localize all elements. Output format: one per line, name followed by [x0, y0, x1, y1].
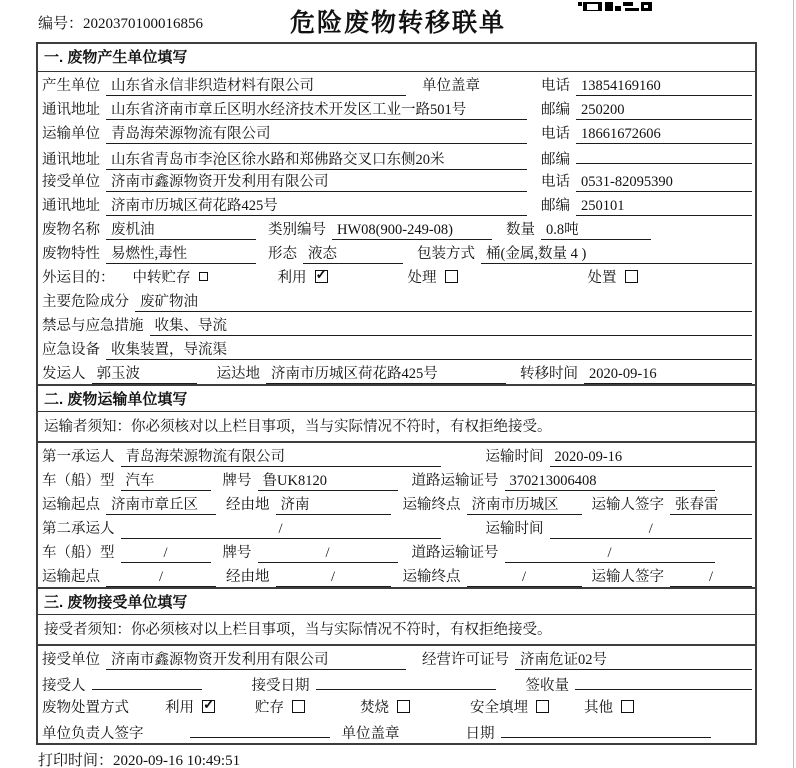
- field-label: 接受单位: [42, 652, 100, 668]
- section-producer: [38, 44, 755, 384]
- producer-phone-value: 13854169160: [576, 78, 752, 96]
- carrier-sign-label: 运输人签字: [591, 497, 664, 513]
- option-label: 焚烧: [360, 700, 389, 716]
- origin-label: 运输起点: [42, 497, 100, 513]
- form-row-route-2: [38, 563, 755, 587]
- destination-label: 运达地: [216, 366, 260, 382]
- vehicle-type-value: /: [121, 545, 211, 563]
- form-row-receive-unit: [38, 646, 755, 670]
- disposal-option-store: [255, 696, 305, 717]
- second-transport-time-value: /: [550, 521, 753, 539]
- quantity-value: 0.8吨: [541, 218, 651, 240]
- unit-seal-label: 单位盖章: [341, 726, 400, 742]
- plate-label: 牌号: [222, 473, 252, 489]
- form-row-disposal-method: [38, 694, 755, 718]
- consignor-value: 郭玉波: [92, 362, 197, 384]
- terminus-value: /: [467, 569, 582, 587]
- disposal-option-utilize: [165, 696, 215, 717]
- carrier-sign-label: 运输人签字: [591, 569, 664, 585]
- option-label: 其他: [584, 700, 613, 716]
- receiver-phone-value: 0531-82095390: [576, 174, 752, 192]
- via-value: 济南: [276, 493, 391, 515]
- form-state-label: 形态: [268, 246, 297, 262]
- road-permit-value: 370213006408: [505, 473, 715, 491]
- form-row-vehicle-1: [38, 467, 755, 491]
- transfer-date-value: 2020-09-16: [584, 366, 752, 384]
- transport-time-label: 运输时间: [485, 449, 544, 465]
- document-number-label: 编号：: [38, 16, 84, 32]
- first-carrier-value: 青岛海荣源物流有限公司: [121, 445, 441, 467]
- origin-value: 济南市章丘区: [106, 493, 216, 515]
- field-label: 发运人: [42, 366, 86, 382]
- field-label: 接受人: [42, 678, 86, 694]
- field-label: 通讯地址: [42, 152, 100, 168]
- plate-value: /: [258, 545, 398, 563]
- qr-code-icon: [578, 0, 652, 11]
- option-label: 处理: [407, 270, 437, 286]
- terminus-label: 运输终点: [402, 497, 461, 513]
- disposal-option-other: [584, 696, 634, 717]
- road-permit-label: 道路运输证号: [411, 545, 499, 561]
- checkbox-utilize[interactable]: [315, 270, 328, 283]
- plate-value: 鲁UK8120: [258, 469, 398, 491]
- field-label: 第一承运人: [42, 449, 115, 465]
- print-time-value: 2020-09-16 10:49:51: [113, 753, 241, 768]
- form-row-producer-unit: [38, 72, 755, 96]
- checkbox-storage[interactable]: [199, 272, 208, 281]
- purpose-option-treat: [408, 266, 458, 287]
- print-time: [38, 749, 240, 768]
- producer-address-value: 山东省济南市章丘区明水经济技术开发区工业一路501号: [106, 98, 527, 120]
- option-label: 安全填埋: [470, 700, 528, 716]
- form-row-receiver-address: [38, 192, 755, 216]
- field-label: 产生单位: [42, 78, 100, 94]
- first-transport-time-value: 2020-09-16: [550, 449, 753, 467]
- checkbox-treat[interactable]: [445, 270, 458, 283]
- destination-value: 济南市历城区荷花路425号: [266, 362, 506, 384]
- carrier-sign-value: /: [670, 569, 752, 587]
- field-label: 主要危险成分: [42, 294, 129, 310]
- origin-value: /: [106, 569, 216, 587]
- field-label: 通讯地址: [42, 198, 100, 214]
- section-receiver: [38, 587, 755, 742]
- transport-address-value: 山东省青岛市李沧区徐水路和郑佛路交叉口东侧20米: [106, 148, 527, 170]
- via-label: 经由地: [226, 569, 270, 585]
- field-label: 应急设备: [42, 342, 100, 358]
- postcode-label: 邮编: [541, 152, 570, 168]
- receiver-unit-value: 济南市鑫源物资开发利用有限公司: [106, 170, 527, 192]
- form-row-transfer-purpose: [38, 264, 755, 288]
- phone-label: 电话: [541, 78, 570, 94]
- form-row-vehicle-2: [38, 539, 755, 563]
- phone-label: 电话: [541, 126, 570, 142]
- category-code-label: 类别编号: [268, 222, 326, 238]
- quantity-label: 数量: [506, 222, 535, 238]
- field-label: 通讯地址: [42, 102, 100, 118]
- form-row-transport-address: [38, 144, 755, 168]
- producer-unit-value: 山东省永信非织造材料有限公司: [106, 74, 406, 96]
- transport-phone-value: 18661672606: [576, 126, 752, 144]
- vehicle-type-value: 汽车: [121, 469, 211, 491]
- document-number-value: 2020370100016856: [83, 16, 204, 32]
- checkbox-dispose[interactable]: [625, 270, 638, 283]
- disposal-method-label: 废物处置方式: [42, 700, 129, 716]
- field-label: 废物特性: [42, 246, 100, 262]
- responsible-sign-label: 单位负责人签字: [42, 726, 144, 742]
- checkbox-disposal-store[interactable]: [292, 700, 305, 713]
- purpose-option-utilize: [278, 266, 328, 287]
- road-permit-label: 道路运输证号: [411, 473, 499, 489]
- producer-postcode-value: 250200: [576, 102, 752, 120]
- received-amount-value: [575, 672, 752, 690]
- receiver-address-value: 济南市历城区荷花路425号: [106, 194, 527, 216]
- emergency-equipment-value: 收集装置，导流渠: [106, 338, 752, 360]
- checkbox-disposal-other[interactable]: [621, 700, 634, 713]
- form-state-value: 液态: [303, 242, 403, 264]
- transport-postcode-value: [576, 146, 752, 164]
- receiver-notice: 接受者须知：你必须核对以上栏目事项，当与实际情况不符时，有权拒绝接受。: [38, 615, 755, 646]
- transport-time-label: 运输时间: [485, 521, 544, 537]
- page-title: 危险废物转移联单: [289, 9, 506, 37]
- plate-label: 牌号: [222, 545, 252, 561]
- field-label: 运输单位: [42, 126, 100, 142]
- receive-date-label: 接受日期: [251, 678, 310, 694]
- receive-person-value: [92, 672, 202, 690]
- field-label: 禁忌与应急措施: [42, 318, 144, 334]
- section-receiver-title: 三. 废物接受单位填写: [38, 587, 755, 615]
- waste-property-value: 易燃性,毒性: [106, 242, 256, 264]
- form-row-first-carrier: [38, 443, 755, 467]
- disposal-option-incinerate: [360, 696, 410, 717]
- checkbox-disposal-incinerate[interactable]: [397, 700, 410, 713]
- terminus-label: 运输终点: [402, 569, 461, 585]
- vehicle-type-label: 车（船）型: [42, 473, 115, 489]
- form-row-transport-unit: [38, 120, 755, 144]
- form-row-receive-person: [38, 670, 755, 694]
- checkbox-disposal-utilize[interactable]: [202, 700, 215, 713]
- license-label: 经营许可证号: [422, 652, 509, 668]
- print-time-label: 打印时间：: [38, 753, 114, 768]
- receiver-postcode-value: 250101: [576, 198, 752, 216]
- field-label: 接受单位: [42, 174, 100, 190]
- unit-seal-label: 单位盖章: [422, 78, 480, 94]
- vehicle-type-label: 车（船）型: [42, 545, 115, 561]
- section-transporter: [38, 384, 755, 587]
- transfer-date-label: 转移时间: [520, 366, 578, 382]
- terminus-value: 济南市历城区: [467, 493, 582, 515]
- received-amount-label: 签收量: [525, 678, 569, 694]
- option-label: 处置: [587, 270, 617, 286]
- postcode-label: 邮编: [541, 198, 570, 214]
- road-permit-value: /: [505, 545, 715, 563]
- phone-label: 电话: [541, 174, 570, 190]
- option-label: 中转贮存: [132, 270, 191, 286]
- second-carrier-value: /: [121, 521, 441, 539]
- form-row-emergency-measures: [38, 312, 755, 336]
- receive-unit-value: 济南市鑫源物资开发利用有限公司: [106, 648, 406, 670]
- checkbox-disposal-landfill[interactable]: [536, 700, 549, 713]
- via-value: /: [276, 569, 391, 587]
- option-label: 贮存: [255, 700, 284, 716]
- responsible-sign-value: [190, 720, 330, 738]
- page-right-edge: [793, 0, 794, 768]
- date-label: 日期: [465, 726, 495, 742]
- section-transporter-title: 二. 废物运输单位填写: [38, 384, 755, 412]
- origin-label: 运输起点: [42, 569, 100, 585]
- carrier-sign-value: 张春雷: [670, 493, 752, 515]
- field-label: 第二承运人: [42, 521, 115, 537]
- form-row-consignor: [38, 360, 755, 384]
- emergency-measures-value: 收集、导流: [150, 314, 753, 336]
- form-row-waste-name: [38, 216, 755, 240]
- form-row-producer-address: [38, 96, 755, 120]
- packing-label: 包装方式: [417, 246, 475, 262]
- license-value: 济南危证02号: [515, 648, 752, 670]
- form-row-second-carrier: [38, 515, 755, 539]
- postcode-label: 邮编: [541, 102, 570, 118]
- transport-unit-value: 青岛海荣源物流有限公司: [106, 122, 527, 144]
- waste-name-value: 废机油: [106, 218, 256, 240]
- date-value: [501, 720, 711, 738]
- form-row-waste-property: [38, 240, 755, 264]
- waste-transfer-form: [36, 42, 757, 745]
- form-row-receiver-unit: [38, 168, 755, 192]
- transporter-notice: 运输者须知：你必须核对以上栏目事项，当与实际情况不符时，有权拒绝接受。: [38, 412, 755, 443]
- form-row-emergency-equipment: [38, 336, 755, 360]
- via-label: 经由地: [226, 497, 270, 513]
- packing-value: 桶(金属,数量 4 ): [481, 242, 752, 264]
- form-row-hazard-component: [38, 288, 755, 312]
- form-row-receiver-signatures: [38, 718, 755, 742]
- hazard-component-value: 废矿物油: [135, 290, 752, 312]
- purpose-option-storage: [133, 266, 208, 287]
- receive-date-value: [316, 672, 496, 690]
- option-label: 利用: [165, 700, 194, 716]
- purpose-option-dispose: [588, 266, 638, 287]
- section-producer-title: 一. 废物产生单位填写: [38, 44, 755, 72]
- option-label: 利用: [277, 270, 307, 286]
- form-row-route-1: [38, 491, 755, 515]
- purpose-label: 外运目的：: [42, 270, 115, 286]
- field-label: 废物名称: [42, 222, 100, 238]
- disposal-option-landfill: [470, 696, 549, 717]
- category-code-value: HW08(900-249-08): [332, 222, 492, 240]
